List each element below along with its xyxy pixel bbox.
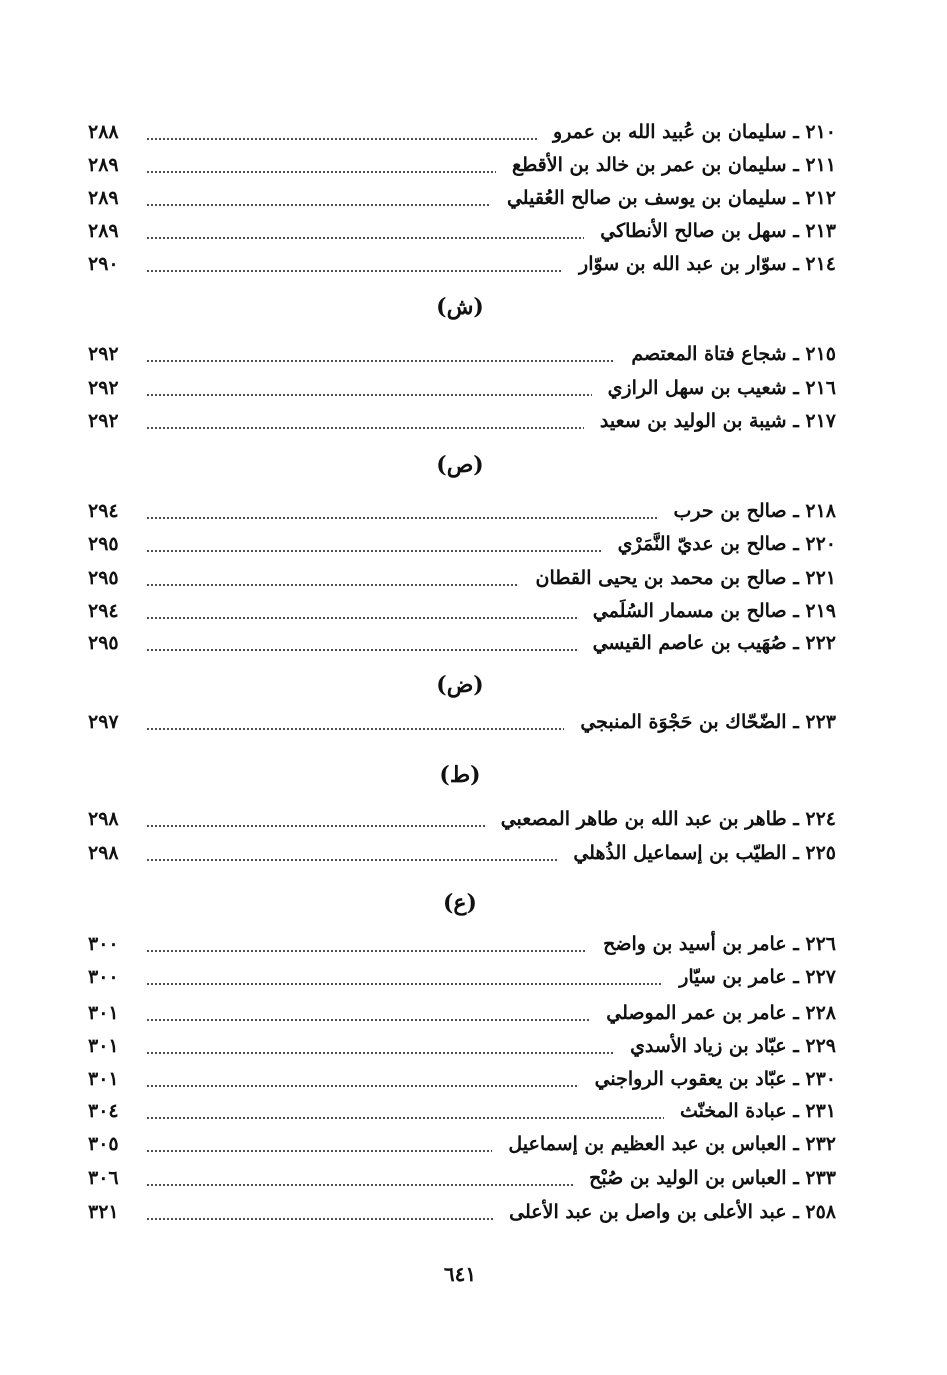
entry-page-number: ٢٩٢ xyxy=(88,343,119,365)
entry-name: شعيب بن سهل الرازي xyxy=(607,377,787,399)
entry-label: ٢٥٨ ـ عبد الأعلى بن واصل بن عبد الأعلى xyxy=(509,1201,836,1223)
entry-label: ٢٢٤ ـ طاهر بن عبد الله بن طاهر المصعبي xyxy=(500,808,836,830)
entry-page-number: ٣٠٦ xyxy=(88,1167,119,1189)
entry-name: الطيّب بن إسماعيل الذُهلي xyxy=(573,842,787,864)
entry-page-number: ٢٩٢ xyxy=(88,410,119,432)
entry-name: صالح بن مسمار السُلَمي xyxy=(592,600,787,622)
page-number: ٦٤١ xyxy=(443,1262,477,1286)
section-letter-heading: (ش) xyxy=(436,294,484,320)
dot-leader xyxy=(146,394,592,396)
entry-page-number: ٢٩٥ xyxy=(88,567,119,589)
entry-number: ٢٢٨ xyxy=(805,1002,836,1024)
entry-name: عبادة المخنّث xyxy=(679,1100,787,1122)
index-entry xyxy=(88,372,836,404)
entry-number: ٢٢٤ xyxy=(805,808,836,830)
entry-page-number: ٢٨٩ xyxy=(88,154,119,176)
entry-page-number: ٣٠١ xyxy=(88,1002,119,1024)
entry-label: ٢٣١ ـ عبادة المخنّث xyxy=(679,1100,836,1122)
entry-name: سليمان بن عمر بن خالد بن الأقطع xyxy=(511,154,787,176)
entry-page-number: ٢٩٤ xyxy=(88,600,119,622)
index-entry xyxy=(88,1162,836,1194)
entry-label: ٢٣٢ ـ العباس بن عبد العظيم بن إسماعيل xyxy=(508,1133,836,1155)
entry-label: ٢٢٩ ـ عبّاد بن زياد الأسدي xyxy=(630,1035,836,1057)
dot-leader xyxy=(146,728,564,730)
entry-page-number: ٢٩٨ xyxy=(88,808,119,830)
entry-name: سليمان بن عُبيد الله بن عمرو xyxy=(553,121,787,143)
entry-page-number: ٢٨٩ xyxy=(88,220,119,242)
entry-label: ٢١٠ ـ سليمان بن عُبيد الله بن عمرو xyxy=(553,121,836,143)
entry-number: ٢١٣ xyxy=(805,220,836,242)
entry-page-number: ٣٠٠ xyxy=(88,966,119,988)
entry-number: ٢١٢ xyxy=(805,187,836,209)
entry-name: صالح بن عديّ النَّمَرْي xyxy=(617,533,787,555)
index-entry xyxy=(88,1063,836,1095)
entry-number: ٢٢٠ xyxy=(805,533,836,555)
entry-number: ٢١٧ xyxy=(805,410,836,432)
entry-number: ٢٢٩ xyxy=(805,1035,836,1057)
index-entry xyxy=(88,837,836,869)
index-entry xyxy=(88,928,836,960)
index-entry xyxy=(88,562,836,594)
index-entry xyxy=(88,248,836,280)
entry-number: ٢٥٨ xyxy=(805,1201,836,1223)
entry-label: ٢٢٥ ـ الطيّب بن إسماعيل الذُهلي xyxy=(573,842,836,864)
entry-number: ٢٣٢ xyxy=(805,1133,836,1155)
dot-leader xyxy=(146,859,557,861)
section-letter-heading: (ع) xyxy=(443,890,477,916)
entry-name: صُهَيب بن عاصم القيسي xyxy=(592,632,787,654)
section-letter-heading: (ص) xyxy=(436,452,484,478)
index-entry xyxy=(88,405,836,437)
dot-leader xyxy=(146,171,496,173)
section-letter-heading: (ط) xyxy=(439,762,481,788)
index-entry xyxy=(88,627,836,659)
entry-number: ٢١٩ xyxy=(805,600,836,622)
entry-number: ٢١٥ xyxy=(805,343,836,365)
entry-number: ٢٢٥ xyxy=(805,842,836,864)
entry-name: عامر بن سيّار xyxy=(679,966,787,988)
entry-label: ٢١٤ ـ سوّار بن عبد الله بن سوّار xyxy=(579,253,836,275)
entry-page-number: ٢٩٥ xyxy=(88,632,119,654)
dot-leader xyxy=(146,550,602,552)
dot-leader xyxy=(146,427,584,429)
dot-leader xyxy=(146,270,563,272)
entry-name: شجاع فتاة المعتصم xyxy=(631,343,787,365)
entry-label: ٢١٧ ـ شيبة بن الوليد بن سعيد xyxy=(599,410,836,432)
dot-leader xyxy=(146,237,584,239)
entry-label: ٢١٢ ـ سليمان بن يوسف بن صالح العُقيلي xyxy=(506,187,836,209)
entry-page-number: ٢٩٧ xyxy=(88,711,119,733)
entry-name: صالح بن محمد بن يحيى القطان xyxy=(535,567,787,589)
entry-label: ٢٢٠ ـ صالح بن عديّ النَّمَرْي xyxy=(617,533,836,555)
dot-leader xyxy=(146,1184,573,1186)
index-entry xyxy=(88,116,836,148)
index-entry xyxy=(88,149,836,181)
entry-number: ٢٢١ xyxy=(805,567,836,589)
dot-leader xyxy=(146,983,663,985)
entry-label: ٢٢١ ـ صالح بن محمد بن يحيى القطان xyxy=(535,567,836,589)
entry-name: الضّحّاك بن حَجْوَة المنبجي xyxy=(580,711,787,733)
entry-page-number: ٣٠١ xyxy=(88,1068,119,1090)
dot-leader xyxy=(146,825,485,827)
entry-name: شيبة بن الوليد بن سعيد xyxy=(599,410,787,432)
entry-number: ٢٣١ xyxy=(805,1100,836,1122)
dot-leader xyxy=(146,584,519,586)
dot-leader xyxy=(146,1150,492,1152)
index-entry xyxy=(88,338,836,370)
entry-number: ٢١٠ xyxy=(805,121,836,143)
index-entry xyxy=(88,803,836,835)
entry-page-number: ٢٩٨ xyxy=(88,842,119,864)
entry-page-number: ٣٢١ xyxy=(88,1201,119,1223)
entry-number: ٢٢٢ xyxy=(805,632,836,654)
dot-leader xyxy=(146,950,587,952)
entry-number: ٢٢٦ xyxy=(805,933,836,955)
index-entry xyxy=(88,495,836,527)
entry-name: عبد الأعلى بن واصل بن عبد الأعلى xyxy=(509,1201,787,1223)
entry-label: ٢١٨ ـ صالح بن حرب xyxy=(673,500,836,522)
entry-page-number: ٢٩٠ xyxy=(88,253,119,275)
entry-name: عبّاد بن يعقوب الرواجني xyxy=(594,1068,787,1090)
entry-page-number: ٢٩٤ xyxy=(88,500,119,522)
entry-name: عامر بن أسيد بن واضح xyxy=(603,933,787,955)
entry-number: ٢٣٠ xyxy=(805,1068,836,1090)
dot-leader xyxy=(146,360,615,362)
entry-number: ٢١١ xyxy=(805,154,836,176)
dot-leader xyxy=(146,204,491,206)
entry-name: العباس بن الوليد بن صُبْح xyxy=(589,1167,787,1189)
entry-label: ٢٢٢ ـ صُهَيب بن عاصم القيسي xyxy=(592,632,836,654)
entry-label: ٢١٥ ـ شجاع فتاة المعتصم xyxy=(631,343,836,365)
entry-name: سوّار بن عبد الله بن سوّار xyxy=(579,253,787,275)
entry-page-number: ٣٠١ xyxy=(88,1035,119,1057)
entry-label: ٢٢٦ ـ عامر بن أسيد بن واضح xyxy=(603,933,836,955)
dot-leader xyxy=(146,1052,614,1054)
dot-leader xyxy=(146,1085,579,1087)
index-entry xyxy=(88,997,836,1029)
entry-label: ٢٢٣ ـ الضّحّاك بن حَجْوَة المنبجي xyxy=(580,711,836,733)
entry-number: ٢٣٣ xyxy=(805,1167,836,1189)
entry-page-number: ٢٩٢ xyxy=(88,377,119,399)
entry-number: ٢١٦ xyxy=(805,377,836,399)
entry-label: ٢٢٧ ـ عامر بن سيّار xyxy=(679,966,836,988)
entry-label: ٢٣٣ ـ العباس بن الوليد بن صُبْح xyxy=(589,1167,836,1189)
entry-name: عامر بن عمر الموصلي xyxy=(606,1002,787,1024)
entry-page-number: ٣٠٤ xyxy=(88,1100,119,1122)
entry-name: العباس بن عبد العظيم بن إسماعيل xyxy=(508,1133,787,1155)
entry-label: ٢٢٨ ـ عامر بن عمر الموصلي xyxy=(606,1002,836,1024)
entry-label: ٢١٦ ـ شعيب بن سهل الرازي xyxy=(607,377,836,399)
entry-label: ٢٣٠ ـ عبّاد بن يعقوب الرواجني xyxy=(594,1068,836,1090)
dot-leader xyxy=(146,1218,493,1220)
dot-leader xyxy=(146,517,658,519)
entry-page-number: ٣٠٥ xyxy=(88,1133,119,1155)
dot-leader xyxy=(146,617,577,619)
index-entry xyxy=(88,595,836,627)
dot-leader xyxy=(146,138,537,140)
entry-name: صالح بن حرب xyxy=(673,500,787,522)
entry-name: عبّاد بن زياد الأسدي xyxy=(630,1035,787,1057)
entry-label: ٢١٣ ـ سهل بن صالح الأنطاكي xyxy=(600,220,836,242)
index-entry xyxy=(88,215,836,247)
entry-number: ٢١٨ xyxy=(805,500,836,522)
index-entry xyxy=(88,1196,836,1228)
entry-name: طاهر بن عبد الله بن طاهر المصعبي xyxy=(500,808,787,830)
index-entry xyxy=(88,1030,836,1062)
dot-leader xyxy=(146,649,577,651)
entry-page-number: ٣٠٠ xyxy=(88,933,119,955)
entry-name: سهل بن صالح الأنطاكي xyxy=(600,220,787,242)
index-entry xyxy=(88,961,836,993)
entry-number: ٢١٤ xyxy=(805,253,836,275)
entry-label: ٢١١ ـ سليمان بن عمر بن خالد بن الأقطع xyxy=(511,154,836,176)
entry-page-number: ٢٩٥ xyxy=(88,533,119,555)
dot-leader xyxy=(146,1019,590,1021)
index-entry xyxy=(88,528,836,560)
index-entry xyxy=(88,1095,836,1127)
entry-label: ٢١٩ ـ صالح بن مسمار السُلَمي xyxy=(592,600,836,622)
entry-number: ٢٢٣ xyxy=(805,711,836,733)
dot-leader xyxy=(146,1117,664,1119)
index-entry xyxy=(88,182,836,214)
index-entry xyxy=(88,1128,836,1160)
entry-page-number: ٢٨٨ xyxy=(88,121,119,143)
entry-page-number: ٢٨٩ xyxy=(88,187,119,209)
entry-name: سليمان بن يوسف بن صالح العُقيلي xyxy=(506,187,787,209)
index-entry xyxy=(88,706,836,738)
entry-number: ٢٢٧ xyxy=(805,966,836,988)
section-letter-heading: (ض) xyxy=(436,672,484,698)
